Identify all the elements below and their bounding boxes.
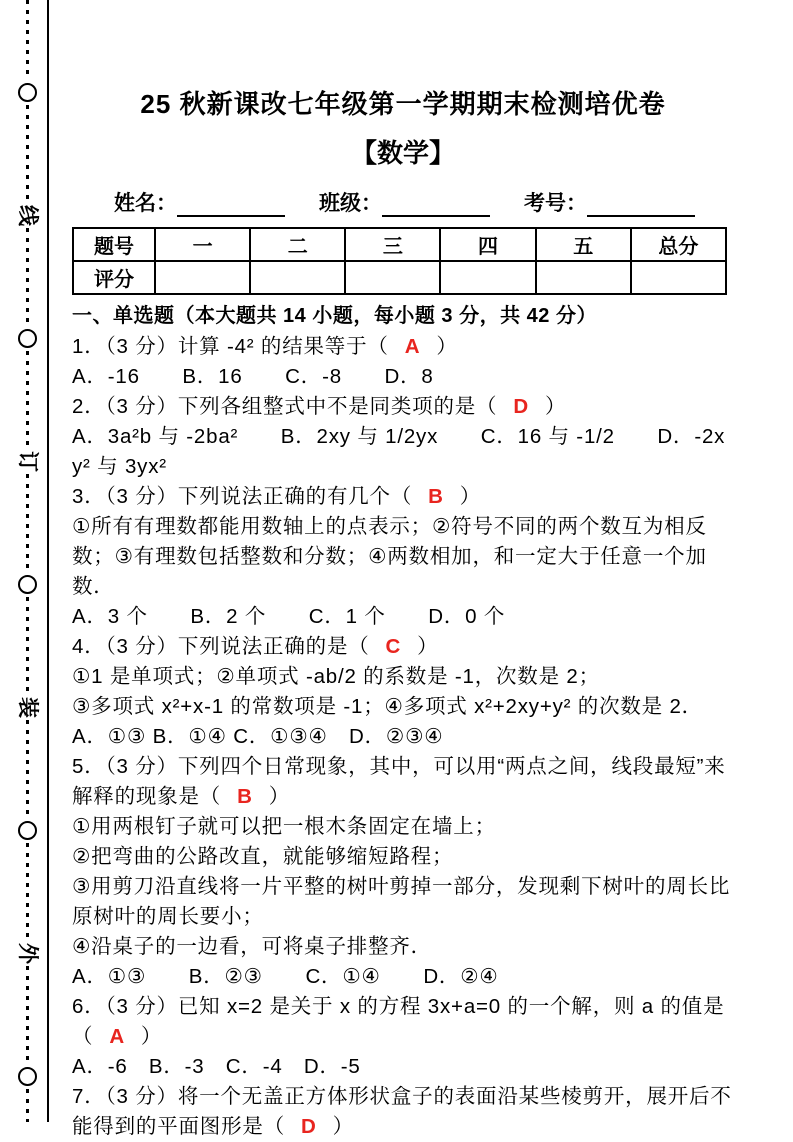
score-table-header-row — [73, 228, 726, 261]
score-table-score-row — [73, 261, 726, 294]
exam-number-field — [524, 187, 695, 217]
name-label: 姓名： — [114, 192, 177, 215]
question-text: 3．（3 分）下列说法正确的有几个（ B ） — [72, 485, 482, 508]
question-text: ④沿桌子的一边看，可将桌子排整齐． — [72, 935, 432, 958]
exam-page — [72, 0, 734, 1142]
score-table-empty-cell — [345, 261, 440, 294]
binding-label: 外 — [15, 942, 39, 964]
question-text: ①1 是单项式；②单项式 -ab/2 的系数是 -1，次数是 2； — [72, 665, 600, 688]
score-table-empty-cell — [440, 261, 535, 294]
question-text: 2．（3 分）下列各组整式中不是同类项的是（ D ） — [72, 395, 567, 418]
page-border-line — [47, 0, 49, 1122]
binding-dotted-line — [26, 105, 29, 203]
question-text: A．-6 B．-3 C．-4 D．-5 — [72, 1055, 361, 1078]
section-title: 一、单选题（本大题共 14 小题，每小题 3 分，共 42 分） — [72, 305, 597, 327]
binding-circle-icon — [18, 329, 37, 348]
binding-dotted-line — [26, 966, 29, 1064]
binding-dotted-line — [26, 0, 29, 80]
score-table-cell: 一 — [155, 228, 250, 261]
question-text: A．①③ B．②③ C．①④ D．②④ — [72, 965, 499, 988]
questions — [72, 332, 734, 1142]
question-text: ①所有有理数都能用数轴上的点表示；②符号不同的两个数互为相反数；③有理数包括整数和分数；④两数相加，和一定大于任意一个加数． — [72, 515, 707, 598]
question-text: ③多项式 x²+x-1 的常数项是 -1；④多项式 x²+2xy+y² 的次数是 2． — [72, 695, 703, 718]
question-text: A．3 个 B．2 个 C．1 个 D．0 个 — [72, 605, 506, 628]
question-text: 4．（3 分）下列说法正确的是（ C ） — [72, 635, 439, 658]
score-table-cell: 四 — [440, 228, 535, 261]
binding-dotted-line — [26, 720, 29, 818]
question-text: 1．（3 分）计算 -4² 的结果等于（ A ） — [72, 335, 458, 358]
score-table-cell: 总分 — [631, 228, 726, 261]
question-3 — [72, 482, 734, 632]
subject-title: 【数学】 — [350, 138, 455, 168]
binding-circle-icon — [18, 1067, 37, 1086]
binding-dotted-line — [26, 843, 29, 941]
student-info-row — [72, 187, 734, 217]
answer-letter: B — [428, 485, 444, 508]
question-text: ③用剪刀沿直线将一片平整的树叶剪掉一部分，发现剩下树叶的周长比原树叶的周长要小； — [72, 875, 731, 928]
question-6 — [72, 992, 734, 1082]
name-blank-line — [177, 197, 285, 217]
binding-dotted-line — [26, 228, 29, 326]
binding-label: 订 — [15, 451, 39, 473]
name-field — [114, 187, 285, 217]
question-7 — [72, 1082, 734, 1142]
question-text: 5．（3 分）下列四个日常现象，其中，可以用“两点之间，线段最短”来解释的现象是（ B ） — [72, 755, 726, 808]
score-table-empty-cell — [536, 261, 631, 294]
score-table-cell: 五 — [536, 228, 631, 261]
page-title: 25 秋新课改七年级第一学期期末检测培优卷 — [140, 89, 666, 119]
binding-label: 线 — [15, 205, 39, 227]
score-table — [72, 227, 727, 295]
question-2 — [72, 392, 734, 482]
score-table-empty-cell — [631, 261, 726, 294]
class-field — [319, 187, 490, 217]
binding-dotted-line — [26, 474, 29, 572]
question-5 — [72, 752, 734, 992]
question-text: A．-16 B．16 C．-8 D．8 — [72, 365, 434, 388]
score-table-cell: 二 — [250, 228, 345, 261]
question-text: A．①③ B．①④ C．①③④ D．②③④ — [72, 725, 444, 748]
binding-margin — [13, 0, 41, 1122]
answer-letter: D — [513, 395, 529, 418]
question-text: ②把弯曲的公路改直，就能够缩短路程； — [72, 845, 454, 868]
score-table-empty-cell — [250, 261, 345, 294]
exam-number-label: 考号： — [524, 192, 587, 215]
answer-letter: A — [404, 335, 421, 358]
exam-number-blank-line — [587, 197, 695, 217]
binding-circle-icon — [18, 83, 37, 102]
class-blank-line — [382, 197, 490, 217]
class-label: 班级： — [319, 192, 382, 215]
answer-letter: B — [237, 785, 253, 808]
score-table-cell: 评分 — [73, 261, 155, 294]
binding-dotted-line — [26, 1089, 29, 1122]
score-table-empty-cell — [155, 261, 250, 294]
question-text: A．3a²b 与 -2ba² B．2xy 与 1/2yx C．16 与 -1/2 D．-2xy² 与 3yx² — [72, 425, 726, 478]
score-table-cell: 题号 — [73, 228, 155, 261]
answer-letter: C — [385, 635, 402, 658]
question-text: 7．（3 分）将一个无盖正方体形状盒子的表面沿某些棱剪开，展开后不能得到的平面图形是（ D ） — [72, 1085, 732, 1138]
score-table-cell: 三 — [345, 228, 440, 261]
binding-dotted-line — [26, 597, 29, 695]
answer-letter: A — [109, 1025, 125, 1048]
question-text: 6．（3 分）已知 x=2 是关于 x 的方程 3x+a=0 的一个解，则 a 的值是（ A ） — [72, 995, 725, 1048]
binding-circle-icon — [18, 821, 37, 840]
answer-letter: D — [301, 1115, 317, 1138]
question-1 — [72, 332, 734, 392]
question-text: ①用两根钉子就可以把一根木条固定在墙上； — [72, 815, 496, 838]
question-4 — [72, 632, 734, 752]
binding-label: 装 — [15, 696, 39, 718]
binding-circle-icon — [18, 575, 37, 594]
binding-dotted-line — [26, 351, 29, 449]
